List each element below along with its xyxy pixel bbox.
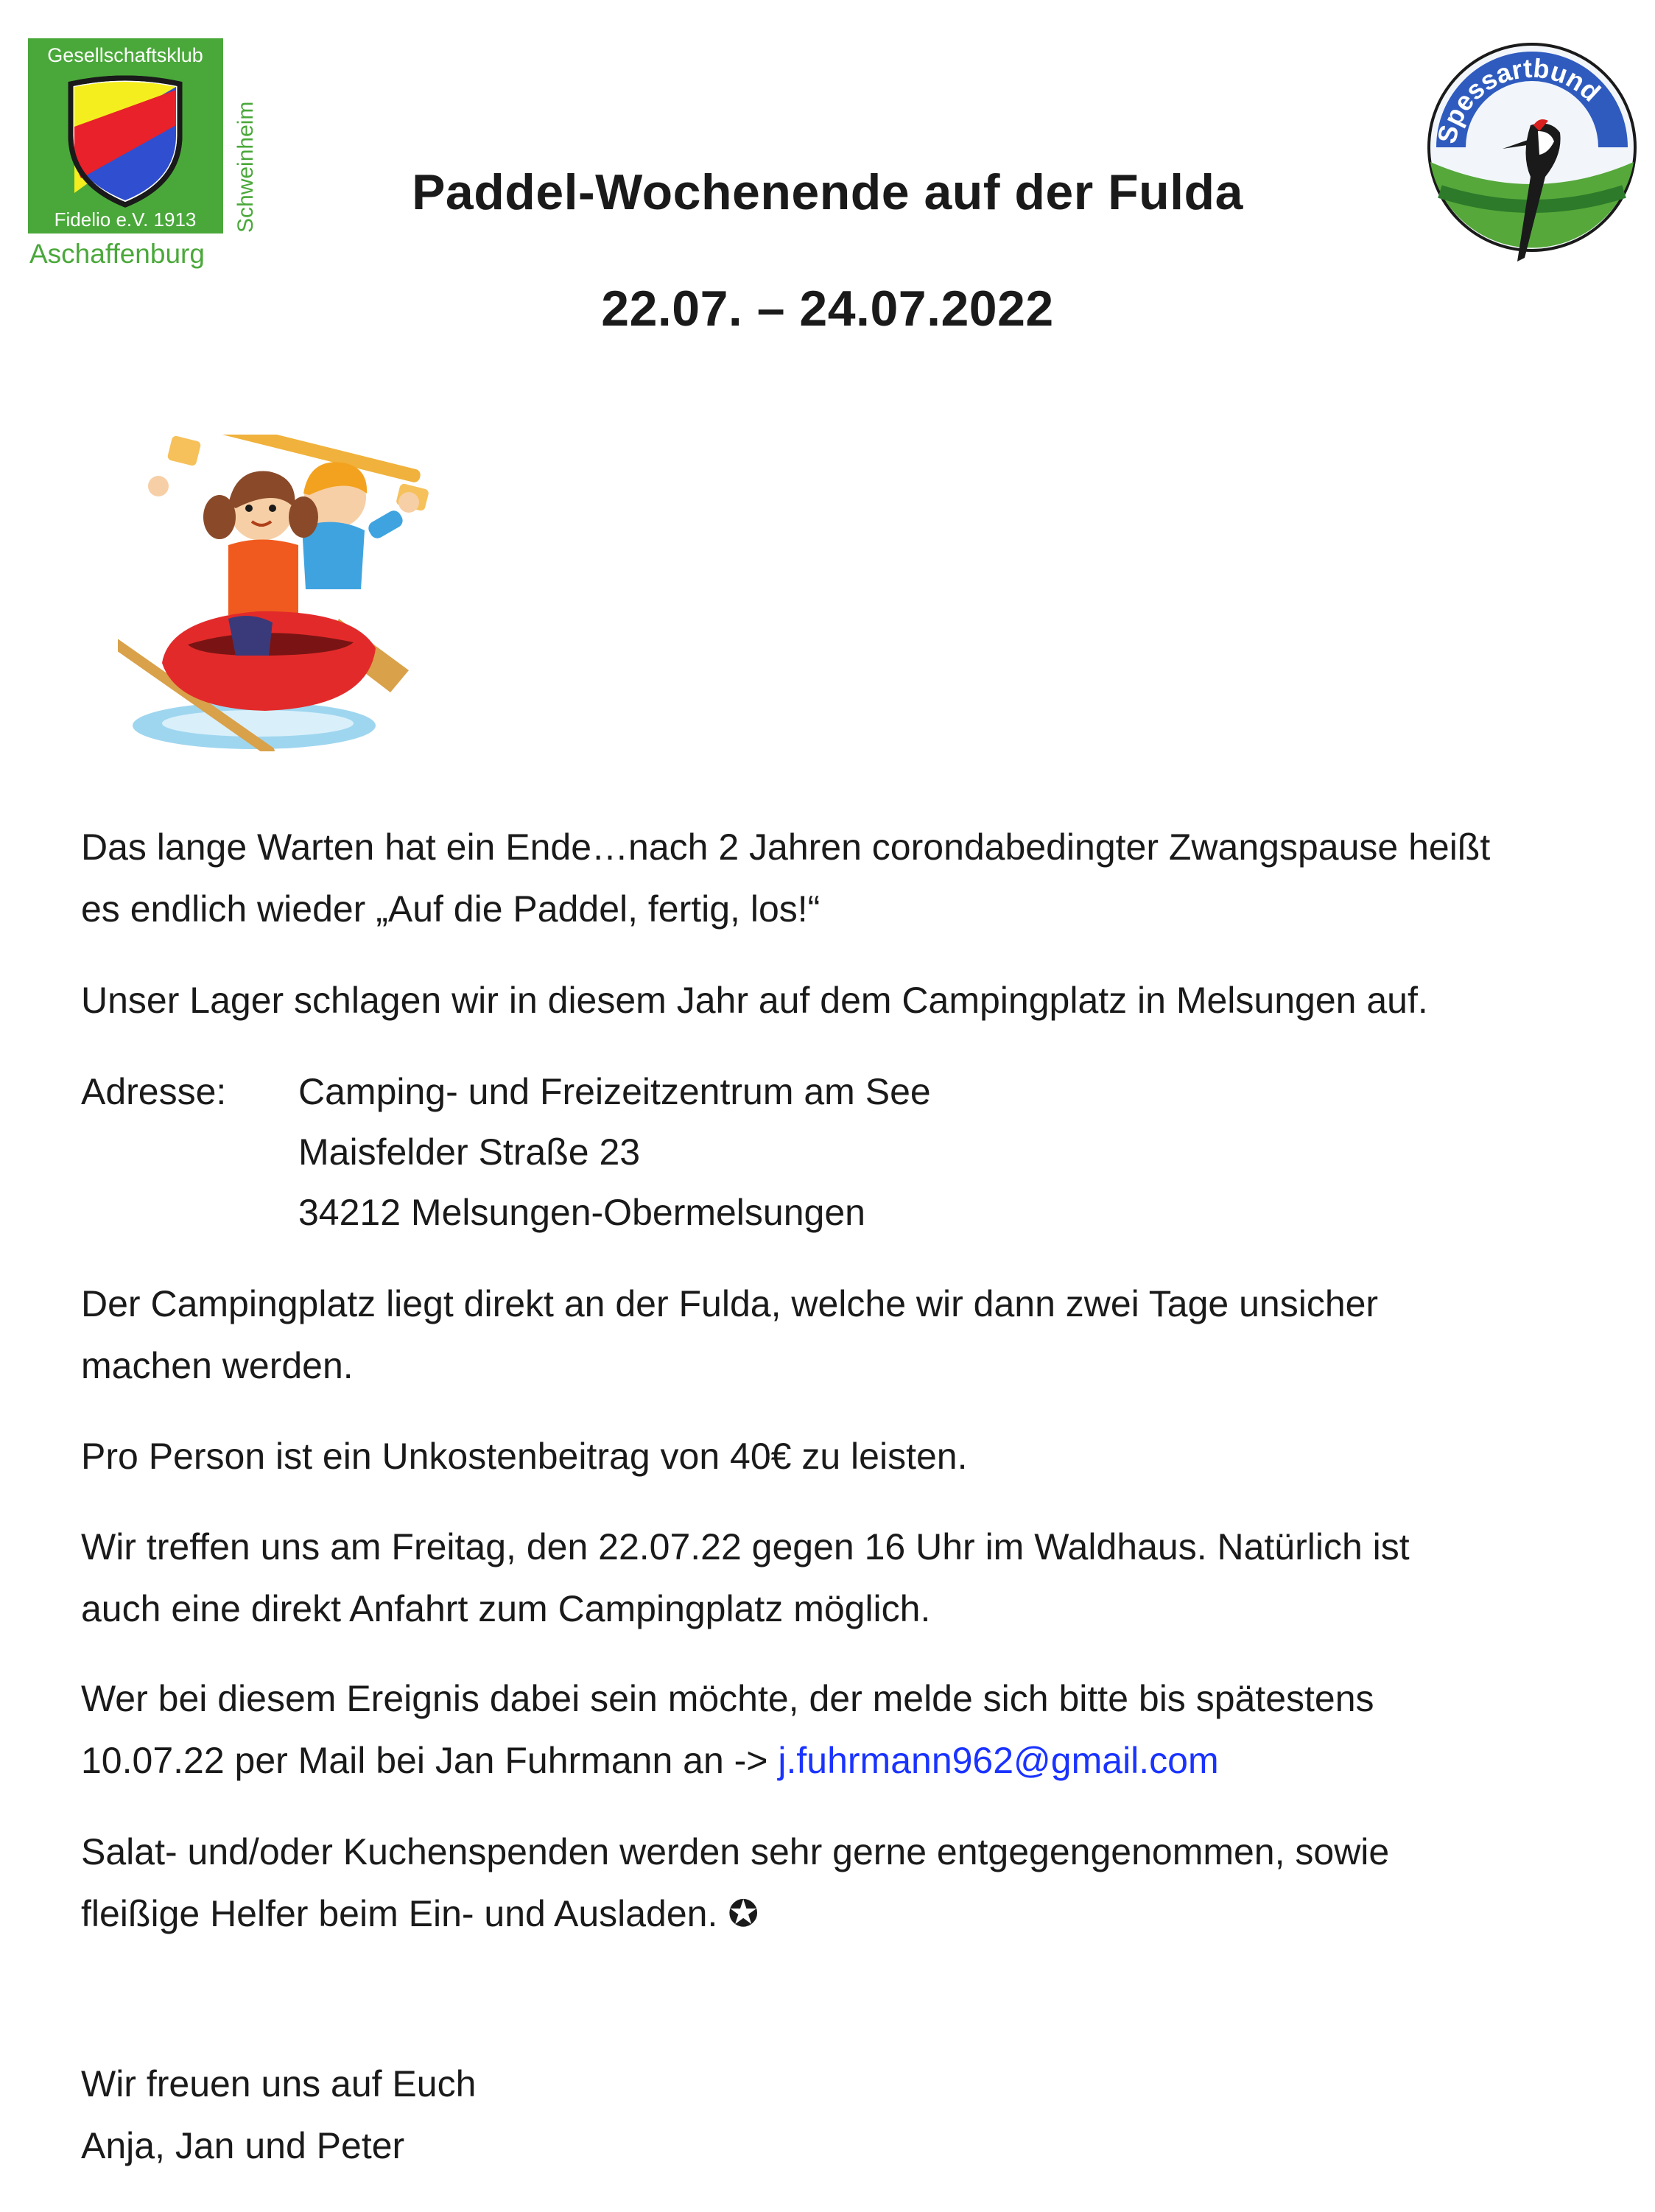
donations-line-1: Salat- und/oder Kuchenspenden werden sehr gerne entgegengenommen, sowie [81,1831,1390,1872]
address-block [298,1061,931,1243]
location-paragraph [81,1273,1598,1397]
meeting-line-1: Wir treffen uns am Freitag, den 22.07.22 gegen 16 Uhr im Waldhaus. Natürlich ist [81,1526,1410,1567]
signup-paragraph [81,1668,1598,1791]
meeting-paragraph [81,1516,1598,1640]
signup-line-1: Wer bei diesem Ereignis dabei sein möchte, der melde sich bitte bis spätestens [81,1678,1374,1719]
closing-block [81,2053,1598,2177]
spessartbund-text: Spessartbund [1431,52,1607,147]
donations-line-2: fleißige Helfer beim Ein- und Ausladen. ✪ [81,1893,759,1934]
club-logo-side-text: Schweinheim [233,101,258,233]
club-logo-top-text: Gesellschaftsklub [47,44,203,66]
signature-line: Anja, Jan und Peter [81,2125,405,2166]
address-line-1: Camping- und Freizeitzentrum am See [298,1071,931,1112]
signup-line-2 [81,1730,1598,1791]
email-link[interactable]: j.fuhrmann962@gmail.com [778,1740,1219,1781]
address-line-2: Maisfelder Straße 23 [298,1131,641,1173]
page-title: Paddel-Wochenende auf der Fulda [412,164,1243,220]
donations-paragraph [81,1821,1598,1945]
intro-line-1: Das lange Warten hat ein Ende…nach 2 Jahren corondabedingter Zwangspause heißt [81,826,1491,868]
cost-paragraph [81,1425,1598,1487]
cost-line: Pro Person ist ein Unkostenbeitrag von 40€ zu leisten. [81,1436,968,1477]
intro-paragraph [81,816,1598,940]
camp-paragraph [81,969,1598,1031]
club-logo-city-text: Aschaffenburg [29,239,205,269]
address-line-3: 34212 Melsungen-Obermelsungen [298,1192,865,1233]
intro-line-2: es endlich wieder „Auf die Paddel, fertig, los!“ [81,888,821,930]
spessartbund-logo [1422,37,1642,280]
club-logo-bottom-text: Fidelio e.V. 1913 [54,208,197,231]
closing-line: Wir freuen uns auf Euch [81,2063,477,2104]
kids-canoe-illustration [118,435,464,751]
camp-line: Unser Lager schlagen wir in diesem Jahr auf dem Campingplatz in Melsungen auf. [81,980,1428,1021]
location-line-2: machen werden. [81,1345,354,1386]
meeting-line-2: auch eine direkt Anfahrt zum Campingplatz möglich. [81,1588,931,1629]
address-label: Adresse: [81,1071,227,1112]
signup-line-2-text: 10.07.22 per Mail bei Jan Fuhrmann an -> [81,1740,779,1781]
location-line-1: Der Campingplatz liegt direkt an der Fulda, welche wir dann zwei Tage unsicher [81,1283,1379,1324]
club-logo [28,38,264,274]
event-dates: 22.07. – 24.07.2022 [601,281,1054,337]
